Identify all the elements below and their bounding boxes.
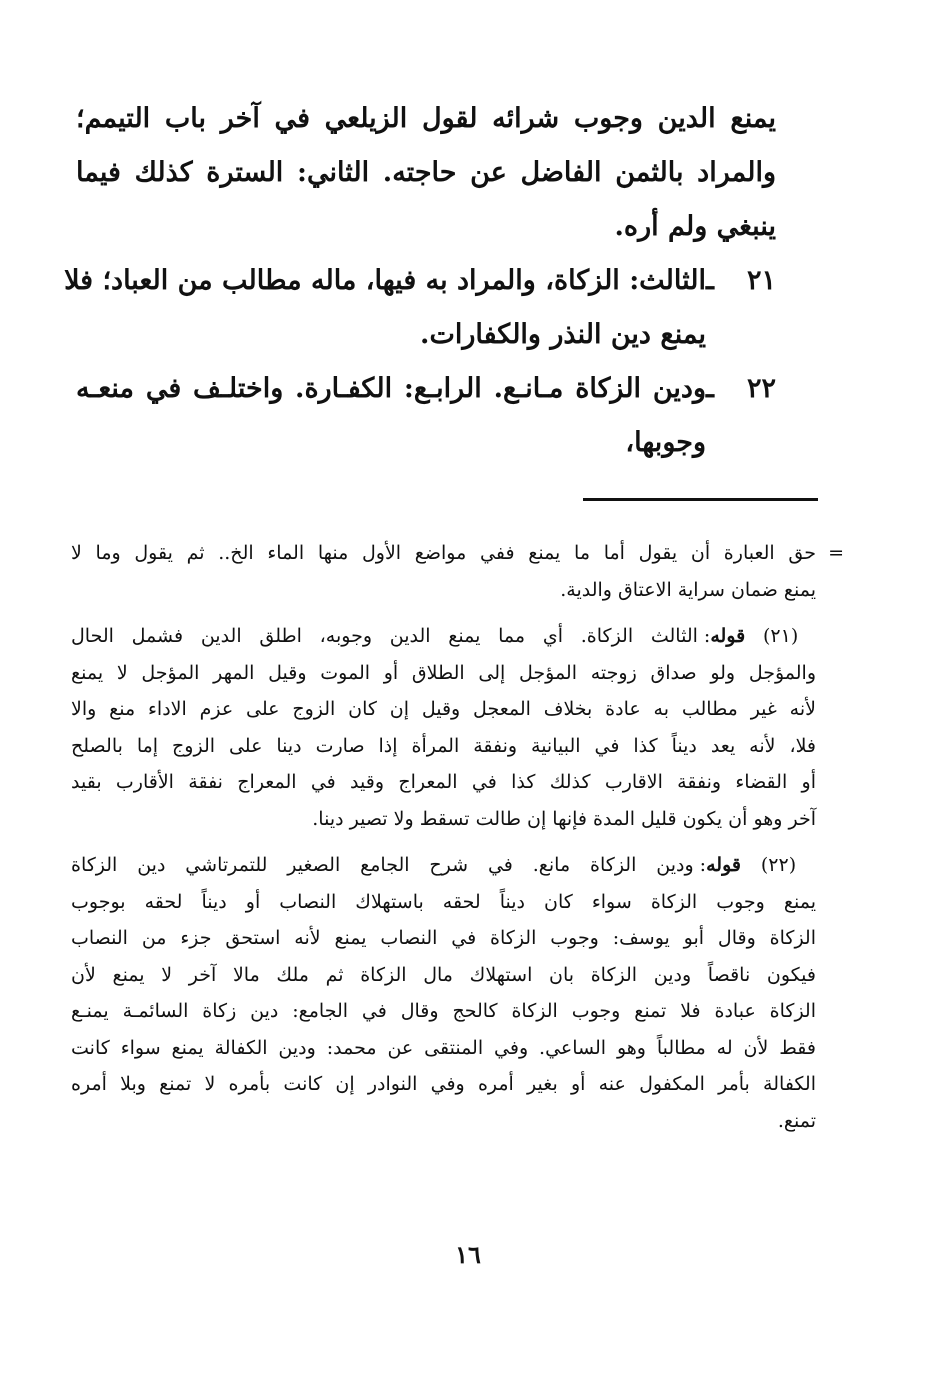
note-21-line-1 (71, 618, 816, 655)
note-22-line-6: فقط لأن له مطالباً وهو الساعي. وفي المنتقى عن محمد: ودين الكفالة يمنع سواء كانت (71, 1036, 816, 1059)
note-21-line-4: فلا، لأنه يعد ديناً كذا في البيانية ونفقة المرأة إذا صارت دينا على الزوج إما بالصلح (71, 734, 816, 757)
item-21-number: ٢١ ـ (706, 265, 776, 296)
note-22-text-1: : ودين الزكاة مانع. في شرح الجامع الصغير للتمرتاشي دين الزكاة (71, 854, 707, 876)
item-22-line-2 (76, 416, 776, 470)
note-21-line-6: آخر وهو أن يكون قليل المدة فإنها إن طالت تسقط ولا تصير دينا. (312, 807, 816, 830)
continuation-text-1: حق العبارة أن يقول أما ما يمنع ففي مواضع الأول منها الماء الخ.. ثم يقول وما لا (71, 542, 816, 564)
item-21-text-2: يمنع دين النذر والكفارات. (420, 319, 706, 350)
item-21-text-1: الثالث: الزكاة، والمراد به فيها، ماله مطالب من العباد؛ فلا (64, 265, 706, 296)
main-line-3: ينبغي ولم أره. (614, 211, 776, 242)
item-22-number: ٢٢ ـ (706, 373, 776, 404)
footnotes (71, 535, 844, 1139)
item-22-line-1 (76, 362, 776, 416)
note-22-line-2: يمنع وجوب الزكاة سواء كان ديناً لحقه باستهلاك النصاب أو ديناً لحقه بوجوب (71, 890, 816, 913)
note-21-line-2: والمؤجل ولو صداق زوجته المؤجل إلى الطلاق أو الموت وقيل المهر المؤجل لا يمنع (71, 661, 816, 684)
note-22-line-5: الزكاة عبادة فلا تمنع وجوب الزكاة كالحج وقال في الجامع: دين زكاة السائمـة يمنـع (71, 1000, 816, 1022)
footnote-separator (583, 498, 818, 501)
note-21-text-1: : الثالث الزكاة. أي مما يمنع الدين وجوبه، اطلق الدين فشمل الحال (71, 625, 711, 647)
note-22-line-3: الزكاة وقال أبو يوسف: وجوب الزكاة في النصاب يمنع لأنه استحق جزء من النصاب (71, 927, 816, 949)
item-21-line-2 (76, 308, 776, 362)
continuation-line-1 (71, 535, 844, 572)
note-21-line-5: أو القضاء ونفقة الاقارب كذلك كذا في المعراج وقيد في المعراج نفقة الأقارب بقيد (71, 771, 816, 793)
main-line-2: والمراد بالثمن الفاضل عن حاجته. الثاني: السترة كذلك فيما (76, 157, 776, 188)
item-22-text-2: وجوبها، (625, 427, 706, 458)
page-number: ١٦ (455, 1240, 481, 1269)
spacer (71, 837, 816, 847)
note-22-line-8: تمنع. (777, 1109, 816, 1132)
main-text (64, 92, 776, 470)
main-line-1: يمنع الدين وجوب شرائه لقول الزيلعي في آخر باب التيمم؛ (76, 103, 776, 134)
note-22-ref: (٢٢) (760, 854, 797, 876)
spacer (71, 608, 816, 618)
item-21-line-1 (64, 254, 776, 308)
note-22-keyword: قوله (706, 854, 741, 876)
continuation-mark: = (828, 542, 844, 564)
continuation-line-2: يمنع ضمان سراية الاعتاق والدية. (560, 578, 816, 601)
note-22-line-4: فيكون ناقصاً ودين الزكاة بان استهلاك مال الزكاة ثم ملك مالا آخر لا يمنع لأن (71, 963, 816, 986)
note-22-line-1 (71, 847, 816, 884)
note-21-line-3: لأنه غير مطالب به عادة بخلاف المعجل وقيل إن كان الزوج على عزم الاداء منع والا (71, 698, 816, 720)
note-22-line-7: الكفالة بأمر المكفول عنه أو بغير أمره وفي النوادر إن كانت بأمره لا تمنع وبلا أمره (71, 1073, 816, 1095)
note-21-ref: (٢١) (762, 625, 799, 647)
note-21-keyword: قوله (710, 625, 746, 647)
item-22-text-1: ودين الزكاة مـانـع. الرابـع: الكفـارة. واختلـف في منعـه (76, 373, 706, 404)
